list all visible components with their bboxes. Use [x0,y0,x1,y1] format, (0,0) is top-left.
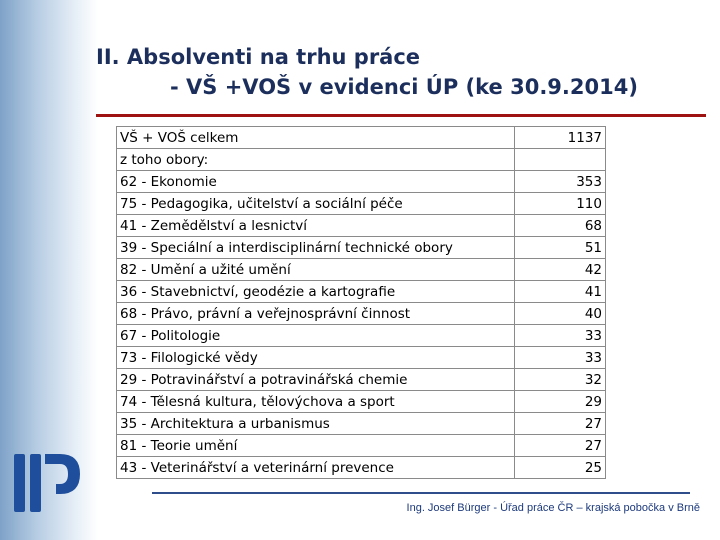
row-value: 27 [515,435,606,457]
table-row [117,149,606,171]
row-value [515,149,606,171]
row-label: VŠ + VOŠ celkem [117,127,515,149]
up-logo-icon [12,452,82,514]
table-row [117,193,606,215]
row-label: 75 - Pedagogika, učitelství a sociální péče [117,193,515,215]
title-underline [96,114,706,117]
row-label: 67 - Politologie [117,325,515,347]
table-row [117,127,606,149]
row-value: 33 [515,347,606,369]
table-row [117,391,606,413]
row-label: 36 - Stavebnictví, geodézie a kartografie [117,281,515,303]
table-row [117,347,606,369]
table-row [117,171,606,193]
row-label: 74 - Tělesná kultura, tělovýchova a sport [117,391,515,413]
row-value: 110 [515,193,606,215]
table-row [117,369,606,391]
row-label: 62 - Ekonomie [117,171,515,193]
row-value: 41 [515,281,606,303]
footer-line [152,492,690,494]
row-value: 32 [515,369,606,391]
table-row [117,457,606,479]
footer-text: Ing. Josef Bürger - Úřad práce ČR – krajská pobočka v Brně [406,502,700,514]
row-value: 51 [515,237,606,259]
row-label: 73 - Filologické vědy [117,347,515,369]
slide-title [96,42,716,102]
row-value: 68 [515,215,606,237]
row-value: 353 [515,171,606,193]
row-label: 43 - Veterinářství a veterinární prevence [117,457,515,479]
row-label: 68 - Právo, právní a veřejnosprávní činnost [117,303,515,325]
table-row [117,413,606,435]
row-value: 33 [515,325,606,347]
row-label: 29 - Potravinářství a potravinářská chemie [117,369,515,391]
table-body [117,127,606,479]
table-row [117,281,606,303]
row-label: z toho obory: [117,149,515,171]
row-label: 39 - Speciální a interdisciplinární technické obory [117,237,515,259]
table-row [117,435,606,457]
title-line-1: II. Absolventi na trhu práce [96,45,421,69]
table-row [117,237,606,259]
row-value: 29 [515,391,606,413]
table-row [117,259,606,281]
table-row [117,303,606,325]
graduates-table [116,126,606,479]
row-value: 42 [515,259,606,281]
row-value: 40 [515,303,606,325]
title-line-2: - VŠ +VOŠ v evidenci ÚP (ke 30.9.2014) [170,75,638,99]
row-label: 82 - Umění a užité umění [117,259,515,281]
table-row [117,215,606,237]
row-label: 81 - Teorie umění [117,435,515,457]
row-value: 25 [515,457,606,479]
row-label: 35 - Architektura a urbanismus [117,413,515,435]
table-row [117,325,606,347]
row-value: 27 [515,413,606,435]
row-value: 1137 [515,127,606,149]
row-label: 41 - Zemědělství a lesnictví [117,215,515,237]
